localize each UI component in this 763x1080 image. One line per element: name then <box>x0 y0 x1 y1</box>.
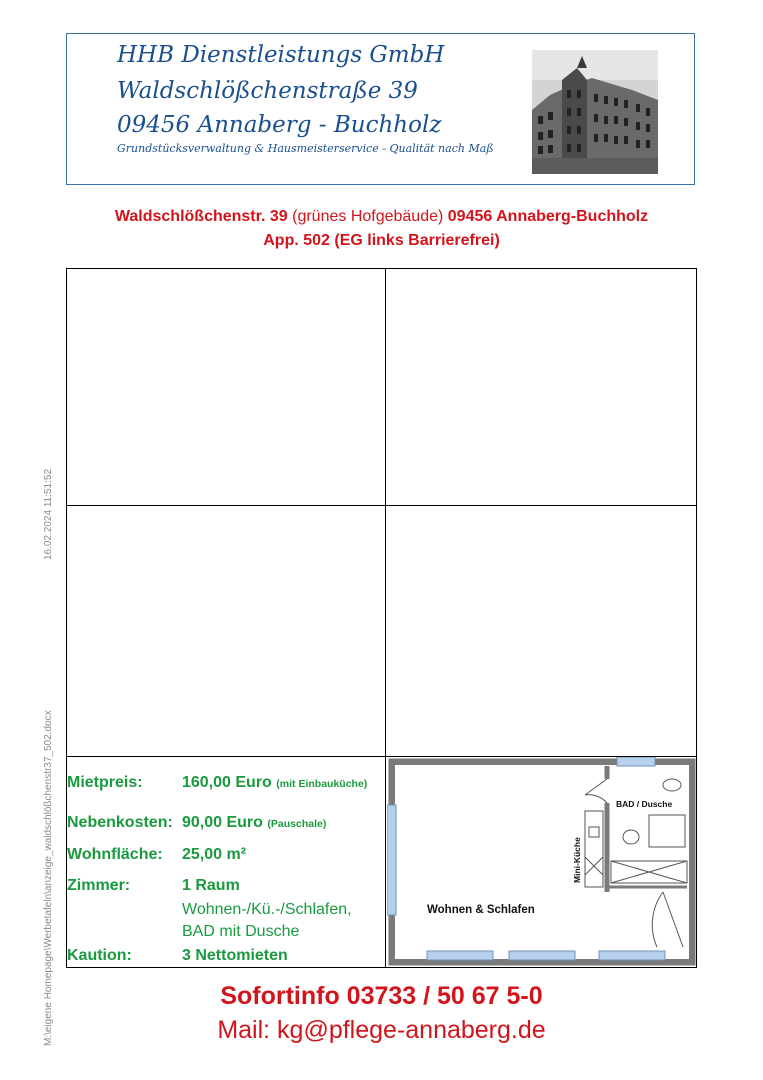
rent-label: Mietpreis: <box>67 774 143 791</box>
address-city: 09456 Annaberg-Buchholz <box>447 208 649 225</box>
grid-border-top <box>66 268 697 269</box>
building-photo <box>532 50 658 174</box>
rooms-value: 1 Raum <box>182 877 240 894</box>
rooms-label: Zimmer: <box>67 877 131 894</box>
side-filepath: M:\eigene Homepage\Werbetafeln\anzeige_waldschlößchenstr37_502.docx <box>43 710 54 1046</box>
contact-phone: Sofortinfo 03733 / 50 67 5-0 <box>220 982 543 1010</box>
address-building: (grünes Hofgebäude) <box>287 208 448 225</box>
rent-note: (mit Einbauküche) <box>276 778 368 790</box>
address-line-1 <box>0 208 763 226</box>
company-name: HHB Dienstleistungs GmbH <box>117 42 445 68</box>
rooms-detail-1: Wohnen-/Kü.-/Schlafen, <box>182 901 352 918</box>
extra-costs-label: Nebenkosten: <box>67 814 173 831</box>
area-label: Wohnfläche: <box>67 846 163 863</box>
company-street: Waldschlößchenstraße 39 <box>117 78 418 104</box>
letterhead-box <box>66 33 695 185</box>
room-label-main: Wohnen & Schlafen <box>427 904 535 916</box>
rooms-detail-2: BAD mit Dusche <box>182 923 300 940</box>
rent-value: 160,00 Euro <box>182 774 272 791</box>
address-street: Waldschlößchenstr. 39 <box>114 208 288 225</box>
extra-costs-value: 90,00 Euro <box>182 814 263 831</box>
deposit-value: 3 Nettomieten <box>182 947 288 964</box>
area-value: 25,00 m² <box>182 846 247 863</box>
floor-plan <box>387 757 697 972</box>
room-label-bath: BAD / Dusche <box>616 799 673 809</box>
grid-divider-horizontal-1 <box>66 505 697 506</box>
deposit-label: Kaution: <box>67 947 132 964</box>
extra-costs-note: (Pauschale) <box>267 818 327 830</box>
rent-value-line <box>182 774 367 792</box>
company-tagline: Grundstücksverwaltung & Hausmeisterservice - Qualität nach Maß <box>117 142 494 155</box>
side-timestamp: 16.02.2024 11:51:52 <box>43 468 54 560</box>
company-city: 09456 Annaberg - Buchholz <box>117 112 442 138</box>
address-line-2: App. 502 (EG links Barrierefrei) <box>263 232 500 249</box>
building-photo-graphic <box>532 50 658 174</box>
floor-plan-drawing <box>387 757 697 967</box>
contact-mail: Mail: kg@pflege-annaberg.de <box>217 1016 546 1044</box>
extra-costs-line <box>182 814 326 832</box>
room-label-kitchen: Mini-Küche <box>572 837 582 883</box>
grid-divider-vertical <box>385 268 386 968</box>
